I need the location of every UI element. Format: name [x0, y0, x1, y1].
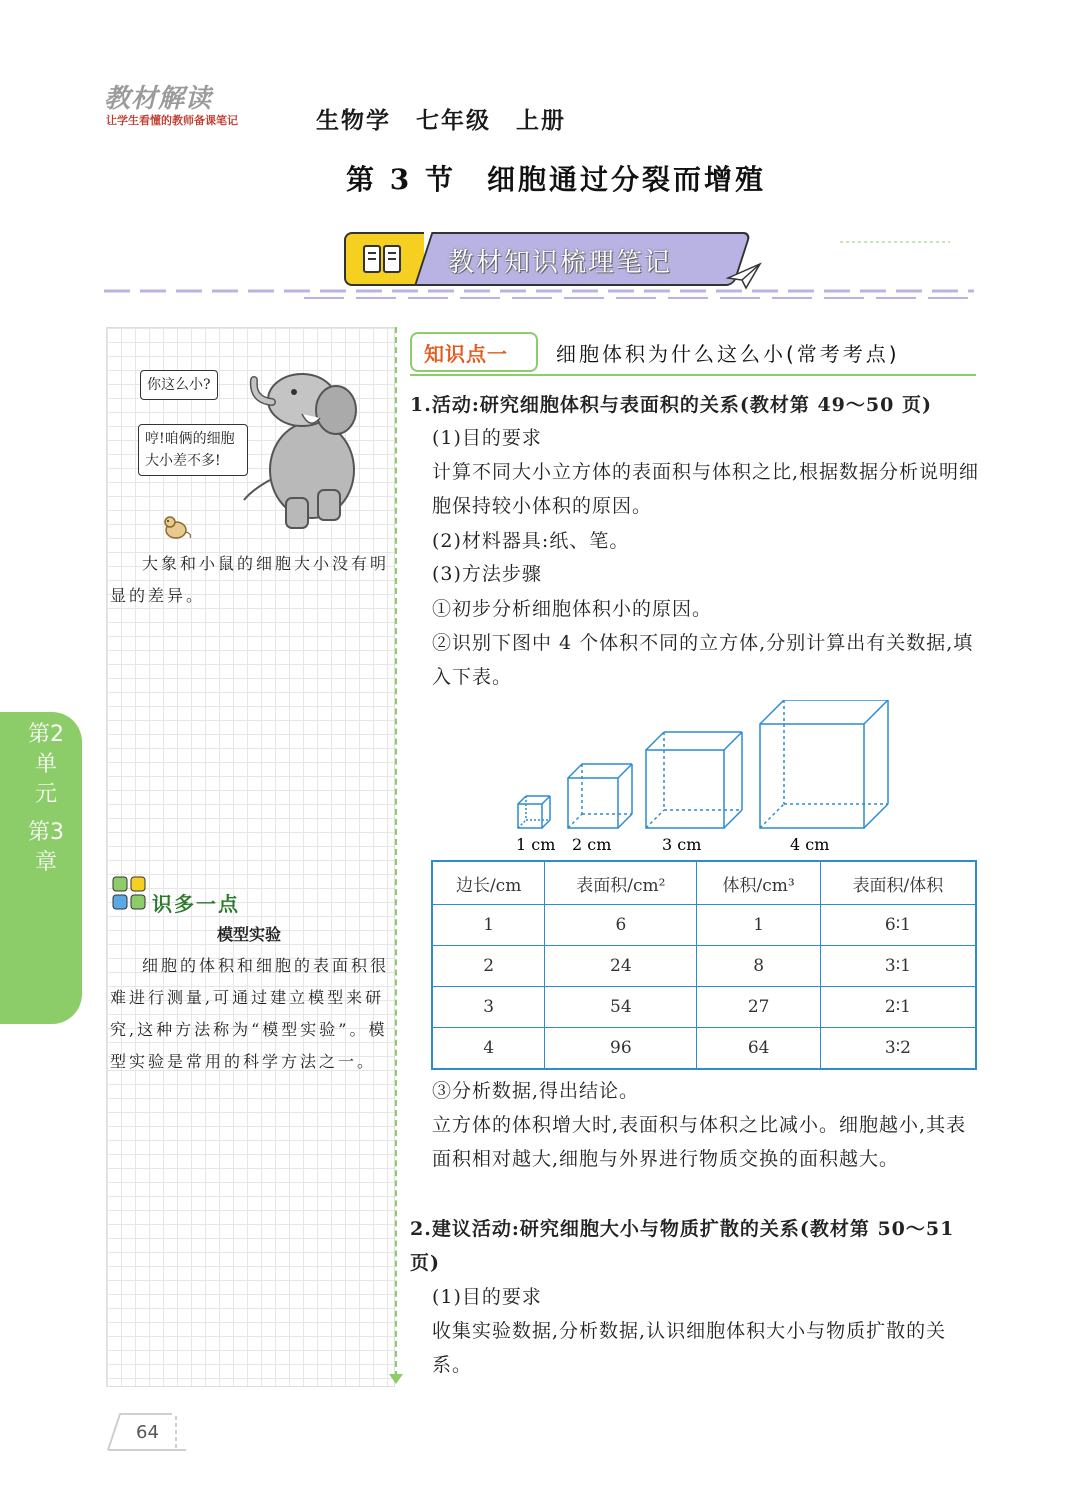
page-number: 64: [136, 1422, 159, 1443]
divider-arrow-icon: [389, 1374, 403, 1384]
book-subject: 生物学 七年级 上册: [316, 107, 566, 134]
side-tab-chapter: 第3章: [28, 820, 64, 875]
cubes-figure: [500, 700, 920, 860]
table-cell: 8: [697, 946, 820, 987]
data-table: [431, 860, 977, 1070]
item2-goal-heading: (1)目的要求: [432, 1286, 542, 1308]
knowledge-underline: [410, 374, 976, 376]
table-row: [432, 905, 976, 946]
column-divider: [395, 327, 399, 1377]
cube-label-4: 4 cm: [790, 835, 830, 854]
chapter-side-tab-label: [26, 720, 66, 878]
item1-method-heading: (3)方法步骤: [432, 563, 542, 585]
table-cell: 6∶1: [820, 905, 976, 946]
table-cell: 3: [432, 987, 545, 1028]
knowledge-title: 细胞体积为什么这么小(常考考点): [556, 342, 900, 366]
brand-logo: 教材解读: [104, 84, 213, 114]
table-cell: 3∶1: [820, 946, 976, 987]
item1-step3: ③分析数据,得出结论。: [432, 1080, 640, 1102]
table-cell: 64: [697, 1028, 820, 1070]
table-cell: 24: [545, 946, 697, 987]
speech-bubble-mouse: 你这么小?: [140, 370, 218, 400]
item1-step1: ①初步分析细胞体积小的原因。: [432, 598, 713, 620]
table-cell: 54: [545, 987, 697, 1028]
table-header: 体积/cm³: [697, 861, 820, 905]
item1-goal-text: 计算不同大小立方体的表面积与体积之比,根据数据分析说明细胞保持较小体积的原因。: [432, 461, 980, 517]
elephant-icon: [232, 370, 382, 530]
decorative-dash-line: [104, 288, 974, 302]
knowledge-tag: 知识点一: [424, 342, 508, 366]
more-knowledge-title: 识多一点: [152, 892, 240, 916]
item2-goal-text: 收集实验数据,分析数据,认识细胞体积大小与物质扩散的关系。: [432, 1320, 947, 1376]
table-cell: 96: [545, 1028, 697, 1070]
table-row: [432, 946, 976, 987]
more-knowledge-icon: [112, 876, 148, 912]
item1-goal-heading: (1)目的要求: [432, 427, 542, 449]
cube-label-1: 1 cm: [516, 835, 556, 854]
notebook-icon: [362, 244, 402, 274]
model-experiment-title: 模型实验: [216, 925, 281, 944]
item1-step2: ②识别下图中 4 个体积不同的立方体,分别计算出有关数据,填入下表。: [432, 632, 974, 688]
table-cell: 3∶2: [820, 1028, 976, 1070]
table-header: 表面积/体积: [820, 861, 976, 905]
item1-conclusion: 立方体的体积增大时,表面积与体积之比减小。细胞越小,其表面积相对越大,细胞与外界进行物质交换的面积越大。: [432, 1114, 967, 1170]
table-cell: 2∶1: [820, 987, 976, 1028]
table-cell: 6: [545, 905, 697, 946]
table-cell: 1: [432, 905, 545, 946]
speech-bubble-elephant: 哼!咱俩的细胞大小差不多!: [138, 424, 248, 476]
cube-label-3: 3 cm: [662, 835, 702, 854]
item1-materials: (2)材料器具:纸、笔。: [432, 530, 630, 552]
mouse-icon: [160, 514, 194, 540]
table-cell: 2: [432, 946, 545, 987]
brand-tagline: 让学生看懂的教师备课笔记: [106, 114, 238, 127]
table-cell: 27: [697, 987, 820, 1028]
table-row: [432, 987, 976, 1028]
table-header: 表面积/cm²: [545, 861, 697, 905]
table-cell: 1: [697, 905, 820, 946]
table-cell: 4: [432, 1028, 545, 1070]
section-banner: [344, 232, 734, 286]
sidebar-caption: 大象和小鼠的细胞大小没有明显的差异。: [110, 554, 390, 605]
table-header: 边长/cm: [432, 861, 545, 905]
item2-title: 2.建议活动:研究细胞大小与物质扩散的关系(教材第 50～51 页): [410, 1218, 955, 1274]
decorative-dotted-line: [840, 240, 950, 244]
cube-label-2: 2 cm: [572, 835, 612, 854]
table-row: [432, 1028, 976, 1070]
side-tab-unit: 第2单元: [28, 722, 64, 807]
model-experiment-text: 细胞的体积和细胞的表面积很难进行测量,可通过建立模型来研究,这种方法称为“模型实验”。模型实验是常用的科学方法之一。: [110, 956, 390, 1071]
page-title: 第 3 节 细胞通过分裂而增殖: [346, 163, 766, 196]
table-header-row: [432, 861, 976, 905]
banner-title: 教材知识梳理笔记: [448, 248, 673, 278]
item1-title: 1.活动:研究细胞体积与表面积的关系(教材第 49～50 页): [410, 394, 932, 416]
paper-plane-icon: [726, 262, 762, 290]
